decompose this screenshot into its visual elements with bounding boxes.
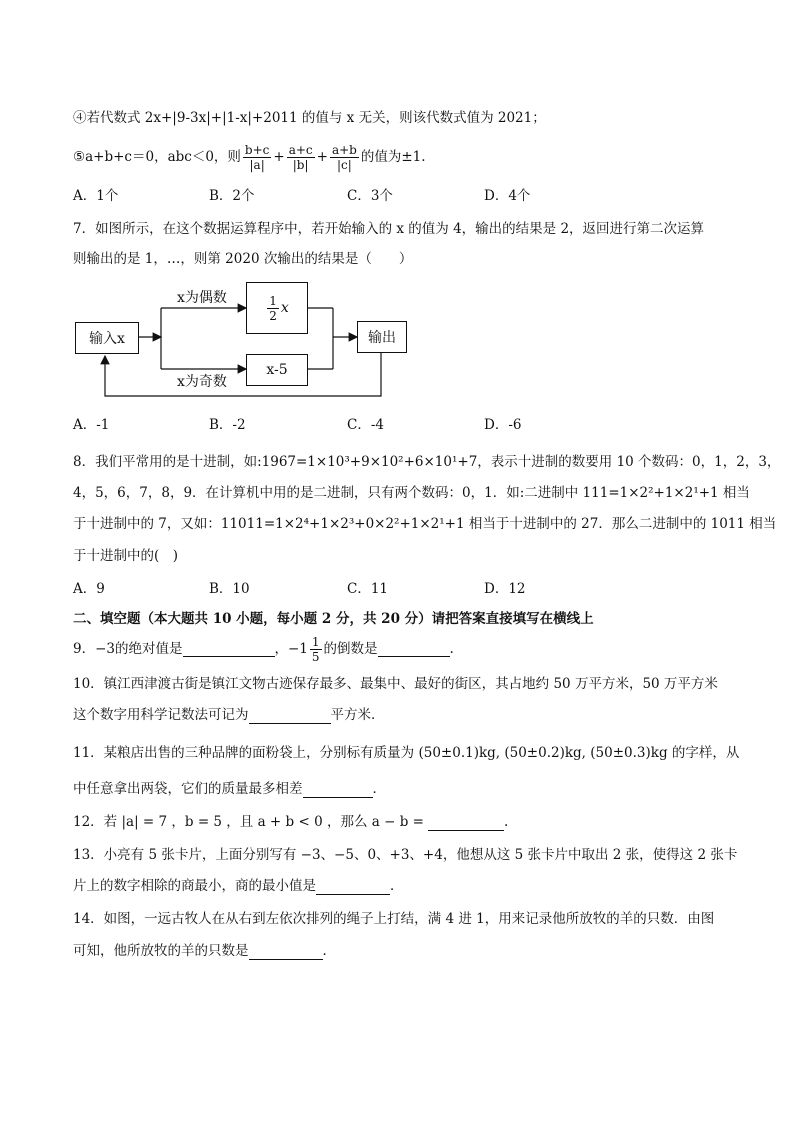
half-box xyxy=(246,282,308,334)
q11-end: ． xyxy=(372,781,386,797)
q5-f3-den: |c| xyxy=(330,157,359,172)
q9-frac-num: 1 xyxy=(311,634,320,649)
q7-option-b: B．-2 xyxy=(209,417,246,433)
q10-line-2 xyxy=(73,706,385,724)
q12-blank[interactable] xyxy=(428,816,504,831)
half-fraction xyxy=(267,294,279,323)
minus-box: x-5 xyxy=(246,354,308,386)
odd-label: x为奇数 xyxy=(177,374,227,390)
q11-line-2 xyxy=(73,780,386,798)
half-num: 1 xyxy=(269,293,277,308)
q8-line-2: 4，5，6，7，8，9．在计算机中用的是二进制，只有两个数码：0，1．如:二进制中 111=1×2²+1×2¹+1 相当 xyxy=(73,485,750,501)
q14-line-1: 14．如图，一远古牧人在从右到左依次排列的绳子上打结，满 4 进 1，用来记录他所放牧的羊的只数．由图 xyxy=(73,911,715,927)
q8-option-c: C．11 xyxy=(347,581,389,597)
q6-option-d: D．4个 xyxy=(484,188,531,204)
even-label: x为偶数 xyxy=(177,290,227,306)
input-box: 输入x xyxy=(75,322,139,354)
q7-option-d: D．-6 xyxy=(484,417,522,433)
q5-f2-den: |b| xyxy=(287,157,315,172)
q7-option-c: C．-4 xyxy=(347,417,384,433)
q10-text: 这个数字用科学记数法可记为 xyxy=(73,707,249,723)
q11-text: 中任意拿出两袋，它们的质量最多相差 xyxy=(73,781,303,797)
q9 xyxy=(73,632,454,666)
q5-fraction-1 xyxy=(243,143,271,172)
q7-line-1: 7．如图所示，在这个数据运算程序中，若开始输入的 x 的值为 4，输出的结果是 2，返回进行第二次运算 xyxy=(73,221,705,237)
q9-end: . xyxy=(449,641,454,657)
q5-fraction-2 xyxy=(287,143,315,172)
q11-blank[interactable] xyxy=(303,783,373,798)
q9-blank-1[interactable] xyxy=(183,642,275,657)
q12-text: 12．若 |a| = 7 ，b = 5 ，且 a + b < 0 ，那么 a − b = xyxy=(73,814,424,830)
q9-part-2: 的倒数是 xyxy=(323,641,378,657)
q8-option-a: A．9 xyxy=(73,581,105,597)
q8-option-b: B．10 xyxy=(209,581,250,597)
half-den: 2 xyxy=(269,308,277,323)
q9-fraction xyxy=(310,635,322,664)
q7-option-a: A．-1 xyxy=(73,417,110,433)
q12-end: . xyxy=(503,814,509,830)
q5-f1-den: |a| xyxy=(243,157,271,172)
q10-line-1: 10．镇江西津渡古街是镇江文物古迹保存最多、最集中、最好的街区，其占地约 50 万平方米，50 万平方米 xyxy=(73,676,718,692)
q4-item: ④若代数式 2x+|9-3x|+|1-x|+2011 的值与 x 无关，则该代数式值为 2021； xyxy=(73,110,546,126)
q5-f3-num: a+b xyxy=(331,142,357,157)
q13-line-2 xyxy=(73,877,404,895)
q5-item xyxy=(73,139,426,175)
q13-text: 片上的数字相除的商最小，商的最小值是 xyxy=(73,878,316,894)
output-box: 输出 xyxy=(357,321,407,353)
q13-line-1: 13．小亮有 5 张卡片，上面分别写有 −3、−5、0、+3、+4，他想从这 5 张卡片中取出 2 张，使得这 2 张卡 xyxy=(73,847,738,863)
q11-line-1: 11．某粮店出售的三种品牌的面粉袋上，分别标有质量为 (50±0.1)kg, (50±0.2)kg, (50±0.3)kg 的字样，从 xyxy=(73,745,740,761)
q5-suffix: 的值为±1. xyxy=(360,149,426,165)
q5-fraction-3 xyxy=(330,143,359,172)
q8-line-3: 于十进制中的 7，又如：11011=1×2⁴+1×2³+0×2²+1×2¹+1 相当于十进制中的 27．那么二进制中的 1011 相当 xyxy=(73,516,777,532)
q10-blank[interactable] xyxy=(249,709,331,724)
q14-blank[interactable] xyxy=(249,945,323,960)
q9-comma: ， xyxy=(274,641,288,657)
q14-text: 可知，他所放牧的羊的只数是 xyxy=(73,943,249,959)
q7-line-2: 则输出的是 1，…，则第 2020 次输出的结果是（ ） xyxy=(73,251,413,267)
q14-end: ． xyxy=(322,943,336,959)
q8-line-4: 于十进制中的( ) xyxy=(73,548,179,564)
q6-option-a: A．1个 xyxy=(73,188,119,204)
q5-prefix: ⑤a+b+c＝0，abc＜0，则 xyxy=(73,149,241,165)
q5-f2-num: a+c xyxy=(288,142,313,157)
q5-f1-num: b+c xyxy=(244,142,270,157)
q9-blank-2[interactable] xyxy=(378,642,450,657)
q9-part-1: 9．−3的绝对值是 xyxy=(73,641,183,657)
q14-line-2 xyxy=(73,942,336,960)
plus-sign: + xyxy=(316,149,328,165)
q13-blank[interactable] xyxy=(316,880,390,895)
q6-option-b: B．2个 xyxy=(209,188,255,204)
half-var: x xyxy=(280,300,289,316)
q8-option-d: D．12 xyxy=(484,581,526,597)
q6-option-c: C．3个 xyxy=(347,188,393,204)
plus-sign: + xyxy=(273,149,285,165)
q12 xyxy=(73,813,508,831)
q9-mixed-integer: −1 xyxy=(288,641,308,657)
q10-unit: 平方米． xyxy=(330,707,385,723)
q13-end: ． xyxy=(390,878,404,894)
q9-frac-den: 5 xyxy=(311,649,320,664)
section-heading: 二、填空题（本大题共 10 小题，每小题 2 分，共 20 分）请把答案直接填写在横线上 xyxy=(73,611,594,627)
q8-line-1: 8．我们平常用的是十进制，如:1967=1×10³+9×10²+6×10¹+7，表示十进制的数要用 10 个数码：0，1，2，3， xyxy=(73,454,781,470)
